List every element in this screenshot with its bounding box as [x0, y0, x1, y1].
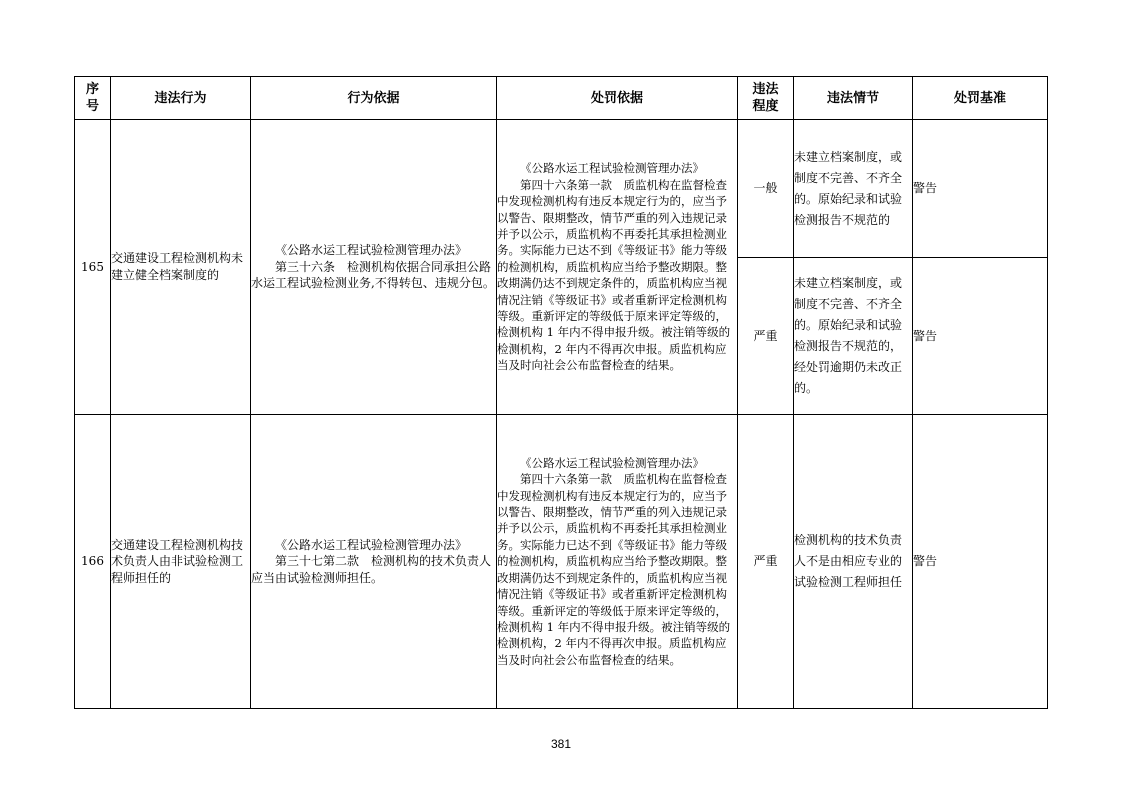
penalty-title: 《公路水运工程试验检测管理办法》	[520, 161, 704, 176]
header-row	[75, 77, 1048, 120]
header-penalty: 处罚依据	[497, 77, 738, 120]
row-standard: 警告	[913, 258, 1048, 415]
penalty-text: 第四十六条第一款 质监机构在监督检查中发现检测机构有违反本规定行为的，应当予以警告、限期整改，情节严重的列入违规记录并予以公示，质监机构不再委托其承担检测业务。实际能力已达不到《等级证书》能力等级的检测机构，质监机构应当给予整改期限。整改期满仍达不到规定条件的，质监机构应当视情况注销《等级证书》或者重新评定检测机构等级。重新评定的等级低于原来评定等级的，检测机构 1 年内不得申报升级。被注销等级的检测机构，2 年内不得再次申报。质监机构应当及时向社会公布监督检查的结果。	[497, 177, 731, 373]
header-no: 序号	[75, 77, 111, 120]
basis-title: 《公路水运工程试验检测管理办法》	[275, 243, 468, 258]
penalty-text: 第四十六条第一款 质监机构在监督检查中发现检测机构有违反本规定行为的，应当予以警告、限期整改，情节严重的列入违规记录并予以公示，质监机构不再委托其承担检测业务。实际能力已达不到《等级证书》能力等级的检测机构，质监机构应当给予整改期限。整改期满仍达不到规定条件的，质监机构应当视情况注销《等级证书》或者重新评定检测机构等级。重新评定的等级低于原来评定等级的，检测机构 1 年内不得申报升级。被注销等级的检测机构，2 年内不得再次申报。质监机构应当及时向社会公布监督检查的结果。	[497, 472, 731, 667]
row-basis	[251, 120, 497, 415]
header-basis: 行为依据	[251, 77, 497, 120]
row-degree: 严重	[738, 415, 794, 709]
row-detail: 未建立档案制度，或制度不完善、不齐全的。原始纪录和试验检测报告不规范的	[794, 120, 913, 258]
row-penalty	[497, 120, 738, 415]
page-number: 381	[550, 737, 572, 751]
row-degree: 一般	[738, 120, 794, 258]
row-detail: 检测机构的技术负责人不是由相应专业的试验检测工程师担任	[794, 415, 913, 709]
row-standard: 警告	[913, 120, 1048, 258]
row-detail: 未建立档案制度，或制度不完善、不齐全的。原始纪录和试验检测报告不规范的，经处罚逾期仍未改正的。	[794, 258, 913, 415]
row-degree: 严重	[738, 258, 794, 415]
header-act: 违法行为	[111, 77, 251, 120]
row-act	[111, 415, 251, 709]
row-act	[111, 120, 251, 415]
basis-text: 第三十七第二款 检测机构的技术负责人应当由试验检测师担任。	[251, 554, 492, 585]
basis-text: 第三十六条 检测机构依据合同承担公路水运工程试验检测业务,不得转包、违规分包。	[251, 259, 495, 291]
row-basis	[251, 415, 497, 709]
penalty-table	[74, 76, 1048, 709]
header-degree: 违法程度	[738, 77, 794, 120]
header-detail: 违法情节	[794, 77, 913, 120]
act-text: 交通建设工程检测机构未建立健全档案制度的	[111, 251, 244, 282]
basis-title: 《公路水运工程试验检测管理办法》	[275, 537, 468, 552]
penalty-title: 《公路水运工程试验检测管理办法》	[520, 455, 704, 470]
row-no: 166	[75, 415, 111, 709]
table-row	[75, 120, 1048, 258]
table-row	[75, 415, 1048, 709]
row-penalty	[497, 415, 738, 709]
act-text: 交通建设工程检测机构技术负责人由非试验检测工程师担任的	[111, 537, 244, 585]
header-standard: 处罚基准	[913, 77, 1048, 120]
row-standard: 警告	[913, 415, 1048, 709]
row-no: 165	[75, 120, 111, 415]
